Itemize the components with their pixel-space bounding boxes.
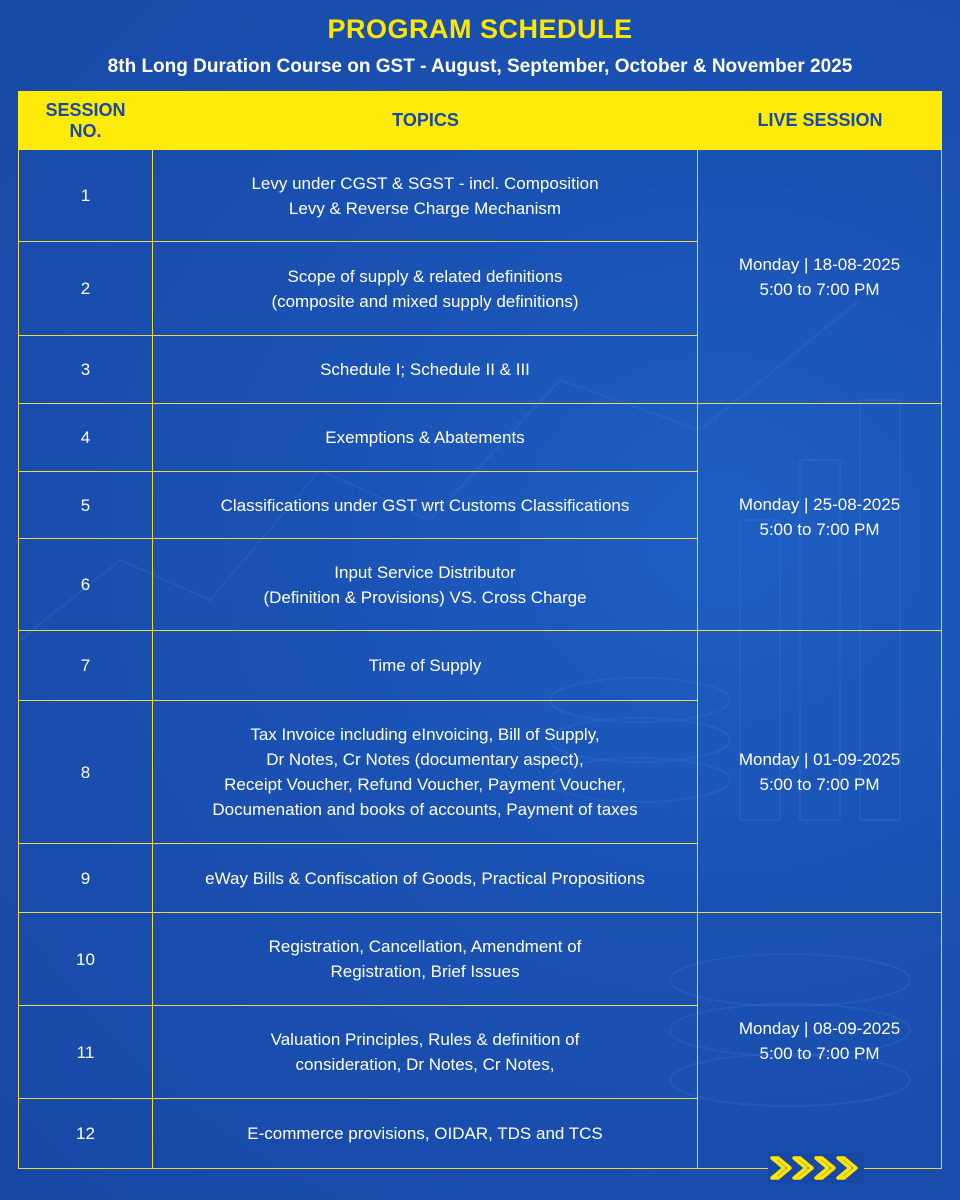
session-number: 3 xyxy=(18,336,153,404)
session-number: 9 xyxy=(18,844,153,913)
column-header-session-no: SESSION NO. xyxy=(18,91,153,150)
page-title: PROGRAM SCHEDULE xyxy=(327,14,633,44)
live-session-time: 5:00 to 7:00 PM xyxy=(759,279,880,299)
live-session-date: Monday | 08-09-2025 xyxy=(738,1018,901,1038)
schedule-table xyxy=(18,91,942,1169)
live-session-cell xyxy=(698,913,942,1169)
session-number: 2 xyxy=(18,242,153,336)
session-number: 12 xyxy=(18,1099,153,1169)
live-session-cell xyxy=(698,150,942,404)
live-session-date: Monday | 25-08-2025 xyxy=(738,495,901,514)
session-number: 10 xyxy=(18,913,153,1006)
live-session-date: Monday | 18-08-2025 xyxy=(738,254,901,274)
live-session-time: 5:00 to 7:00 PM xyxy=(759,774,880,794)
live-session-cell xyxy=(698,631,942,913)
session-number: 8 xyxy=(18,701,153,844)
live-session-date: Monday | 01-09-2025 xyxy=(738,749,901,769)
session-topic: Tax Invoice including eInvoicing, Bill of Supply, Dr Notes, Cr Notes (documentary aspect), Receipt Voucher, Refund Voucher, Payment Voucher, Documenation and books of accounts, Payment of taxes xyxy=(153,701,698,844)
session-number: 4 xyxy=(18,404,153,472)
session-topic: Scope of supply & related definitions (composite and mixed supply definitions) xyxy=(153,242,698,336)
session-number: 7 xyxy=(18,631,153,701)
session-number: 6 xyxy=(18,539,153,631)
chevrons-right-icon xyxy=(768,1153,864,1183)
session-topic: Classifications under GST wrt Customs Classifications xyxy=(153,472,698,539)
session-number: 1 xyxy=(18,150,153,242)
session-topic: Exemptions & Abatements xyxy=(153,404,698,472)
session-topic: Levy under CGST & SGST - incl. Composition Levy & Reverse Charge Mechanism xyxy=(153,150,698,242)
session-topic: Registration, Cancellation, Amendment of Registration, Brief Issues xyxy=(153,913,698,1006)
session-topic: Valuation Principles, Rules & definition of consideration, Dr Notes, Cr Notes, xyxy=(153,1006,698,1099)
session-topic: Time of Supply xyxy=(153,631,698,701)
session-topic: eWay Bills & Confiscation of Goods, Practical Propositions xyxy=(153,844,698,913)
session-number: 11 xyxy=(18,1006,153,1099)
session-number: 5 xyxy=(18,472,153,539)
session-topic: Schedule I; Schedule II & III xyxy=(153,336,698,404)
live-session-time: 5:00 to 7:00 PM xyxy=(759,520,880,539)
session-topic: E-commerce provisions, OIDAR, TDS and TCS xyxy=(153,1099,698,1169)
live-session-cell xyxy=(698,404,942,631)
session-topic: Input Service Distributor (Definition & Provisions) VS. Cross Charge xyxy=(153,539,698,631)
column-header-live-session: LIVE SESSION xyxy=(698,91,942,150)
column-header-topics: TOPICS xyxy=(153,91,698,150)
page-subtitle: 8th Long Duration Course on GST - August, September, October & November 2025 xyxy=(107,56,853,77)
live-session-time: 5:00 to 7:00 PM xyxy=(759,1043,880,1063)
